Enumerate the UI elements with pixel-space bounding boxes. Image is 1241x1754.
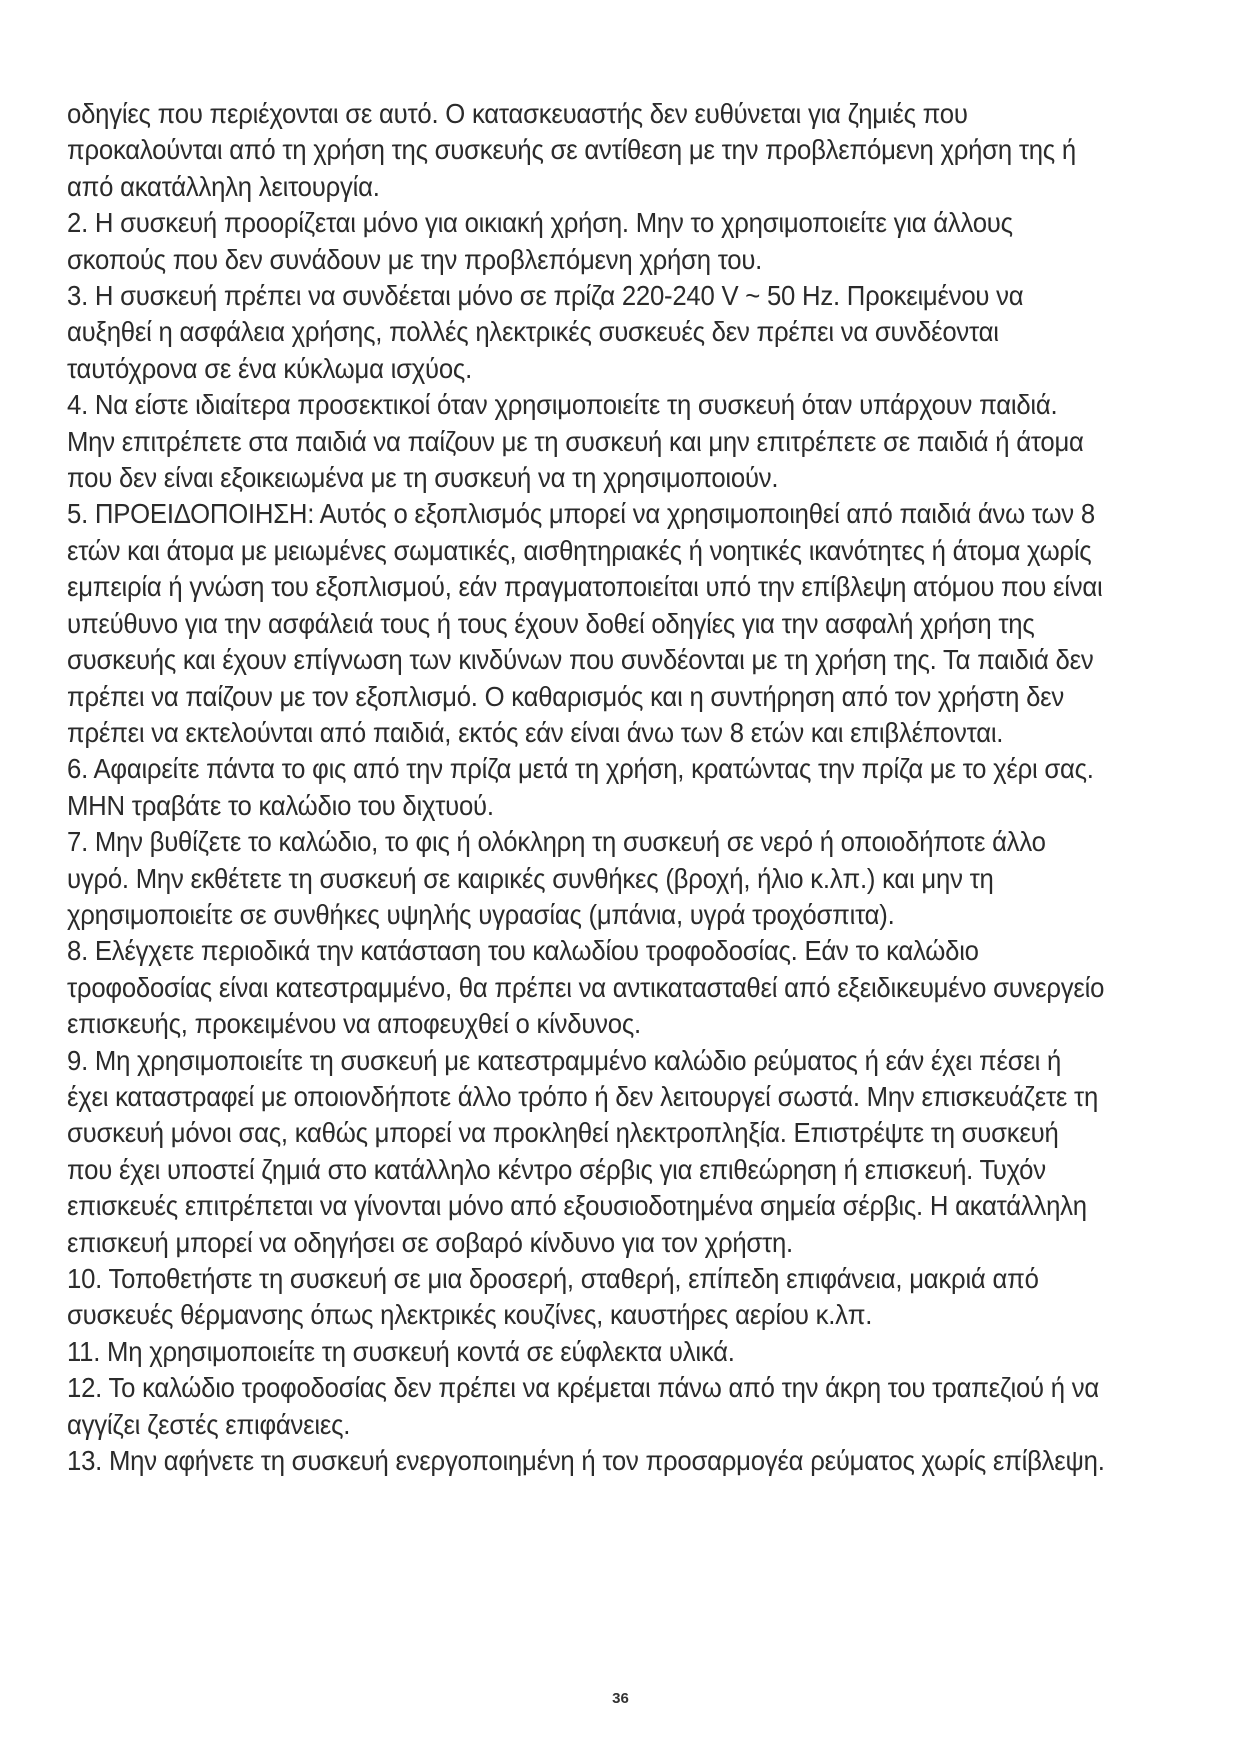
document-body bbox=[67, 96, 1105, 1479]
paragraph-item-4: 4. Να είστε ιδιαίτερα προσεκτικοί όταν χρησιμοποιείτε τη συσκευή όταν υπάρχουν παιδιά. Μην επιτρέπετε στα παιδιά να παίζουν με τη συσκευή και μην επιτρέπετε σε παιδιά ή άτομα που δεν είναι εξοικειωμένα με τη συσκευή να τη χρησιμοποιούν. bbox=[67, 389, 1084, 494]
paragraph-item-13: 13. Μην αφήνετε τη συσκευή ενεργοποιημένη ή τον προσαρμογέα ρεύματος χωρίς επίβλεψη. bbox=[67, 1445, 1105, 1477]
paragraph-item-12: 12. Το καλώδιο τροφοδοσίας δεν πρέπει να κρέμεται πάνω από την άκρη του τραπεζιού ή να αγγίζει ζεστές επιφάνειες. bbox=[67, 1372, 1100, 1440]
page-number: 36 bbox=[612, 1690, 629, 1707]
paragraph-item-5: 5. ΠΡΟΕΙΔΟΠΟΙΗΣΗ: Αυτός ο εξοπλισμός μπορεί να χρησιμοποιηθεί από παιδιά άνω των 8 ετών και άτομα με μειωμένες σωματικές, αισθητηριακές ή νοητικές ικανότητες ή άτομα χωρίς εμπειρία ή γνώση του εξοπλισμού, εάν πραγματοποιείται υπό την επίβλεψη ατόμου που είναι υπεύθυνο για την ασφάλειά τους ή τους έχουν δοθεί οδηγίες για την ασφαλή χρήση της συσκευής και έχουν επίγνωση των κινδύνων που συνδέονται με τη χρήση της. Τα παιδιά δεν πρέπει να παίζουν με τον εξοπλισμό. Ο καθαρισμός και η συντήρηση από τον χρήστη δεν πρέπει να εκτελούνται από παιδιά, εκτός εάν είναι άνω των 8 ετών και επιβλέπονται. bbox=[67, 498, 1103, 748]
paragraph-item-11: 11. Μη χρησιμοποιείτε τη συσκευή κοντά σε εύφλεκτα υλικά. bbox=[67, 1335, 735, 1367]
paragraph-item-7: 7. Μην βυθίζετε το καλώδιο, το φις ή ολόκληρη τη συσκευή σε νερό ή οποιοδήποτε άλλο υγρό. Μην εκθέτετε τη συσκευή σε καιρικές συνθήκες (βροχή, ήλιο κ.λπ.) και μην τη χρησιμοποιείτε σε συνθήκες υψηλής υγρασίας (μπάνια, υγρά τροχόσπιτα). bbox=[67, 826, 1046, 930]
paragraph-item-10: 10. Τοποθετήστε τη συσκευή σε μια δροσερή, σταθερή, επίπεδη επιφάνεια, μακριά από συσκευές θέρμανσης όπως ηλεκτρικές κουζίνες, καυστήρες αερίου κ.λπ. bbox=[67, 1263, 1039, 1331]
paragraph-item-9: 9. Μη χρησιμοποιείτε τη συσκευή με κατεστραμμένο καλώδιο ρεύματος ή εάν έχει πέσει ή έχει καταστραφεί με οποιονδήποτε άλλο τρόπο ή δεν λειτουργεί σωστά. Μην επισκευάζετε τη συσκευή μόνοι σας, καθώς μπορεί να προκληθεί ηλεκτροπληξία. Επιστρέψτε τη συσκευή που έχει υποστεί ζημιά στο κατάλληλο κέντρο σέρβις για επιθεώρηση ή επισκευή. Τυχόν επισκευές επιτρέπεται να γίνονται μόνο από εξουσιοδοτημένα σημεία σέρβις. Η ακατάλληλη επισκευή μπορεί να οδηγήσει σε σοβαρό κίνδυνο για τον χρήστη. bbox=[67, 1044, 1099, 1258]
paragraph-continuation: οδηγίες που περιέχονται σε αυτό. Ο κατασκευαστής δεν ευθύνεται για ζημιές που προκαλούνται από τη χρήση της συσκευής σε αντίθεση με την προβλεπόμενη χρήση της ή από ακατάλληλη λειτουργία. bbox=[67, 98, 1076, 202]
paragraph-item-8: 8. Ελέγχετε περιοδικά την κατάσταση του καλωδίου τροφοδοσίας. Εάν το καλώδιο τροφοδοσίας είναι κατεστραμμένο, θα πρέπει να αντικατασταθεί από εξειδικευμένο συνεργείο επισκευής, προκειμένου να αποφευχθεί ο κίνδυνος. bbox=[67, 935, 1105, 1040]
paragraph-item-6: 6. Αφαιρείτε πάντα το φις από την πρίζα μετά τη χρήση, κρατώντας την πρίζα με το χέρι σας. ΜΗΝ τραβάτε το καλώδιο του διχτυού. bbox=[67, 753, 1094, 821]
paragraph-item-2: 2. Η συσκευή προορίζεται μόνο για οικιακή χρήση. Μην το χρησιμοποιείτε για άλλους σκοπούς που δεν συνάδουν με την προβλεπόμενη χρήση του. bbox=[67, 207, 1013, 275]
paragraph-item-3: 3. Η συσκευή πρέπει να συνδέεται μόνο σε πρίζα 220-240 V ~ 50 Hz. Προκειμένου να αυξηθεί η ασφάλεια χρήσης, πολλές ηλεκτρικές συσκευές δεν πρέπει να συνδέονται ταυτόχρονα σε ένα κύκλωμα ισχύος. bbox=[67, 280, 1024, 384]
